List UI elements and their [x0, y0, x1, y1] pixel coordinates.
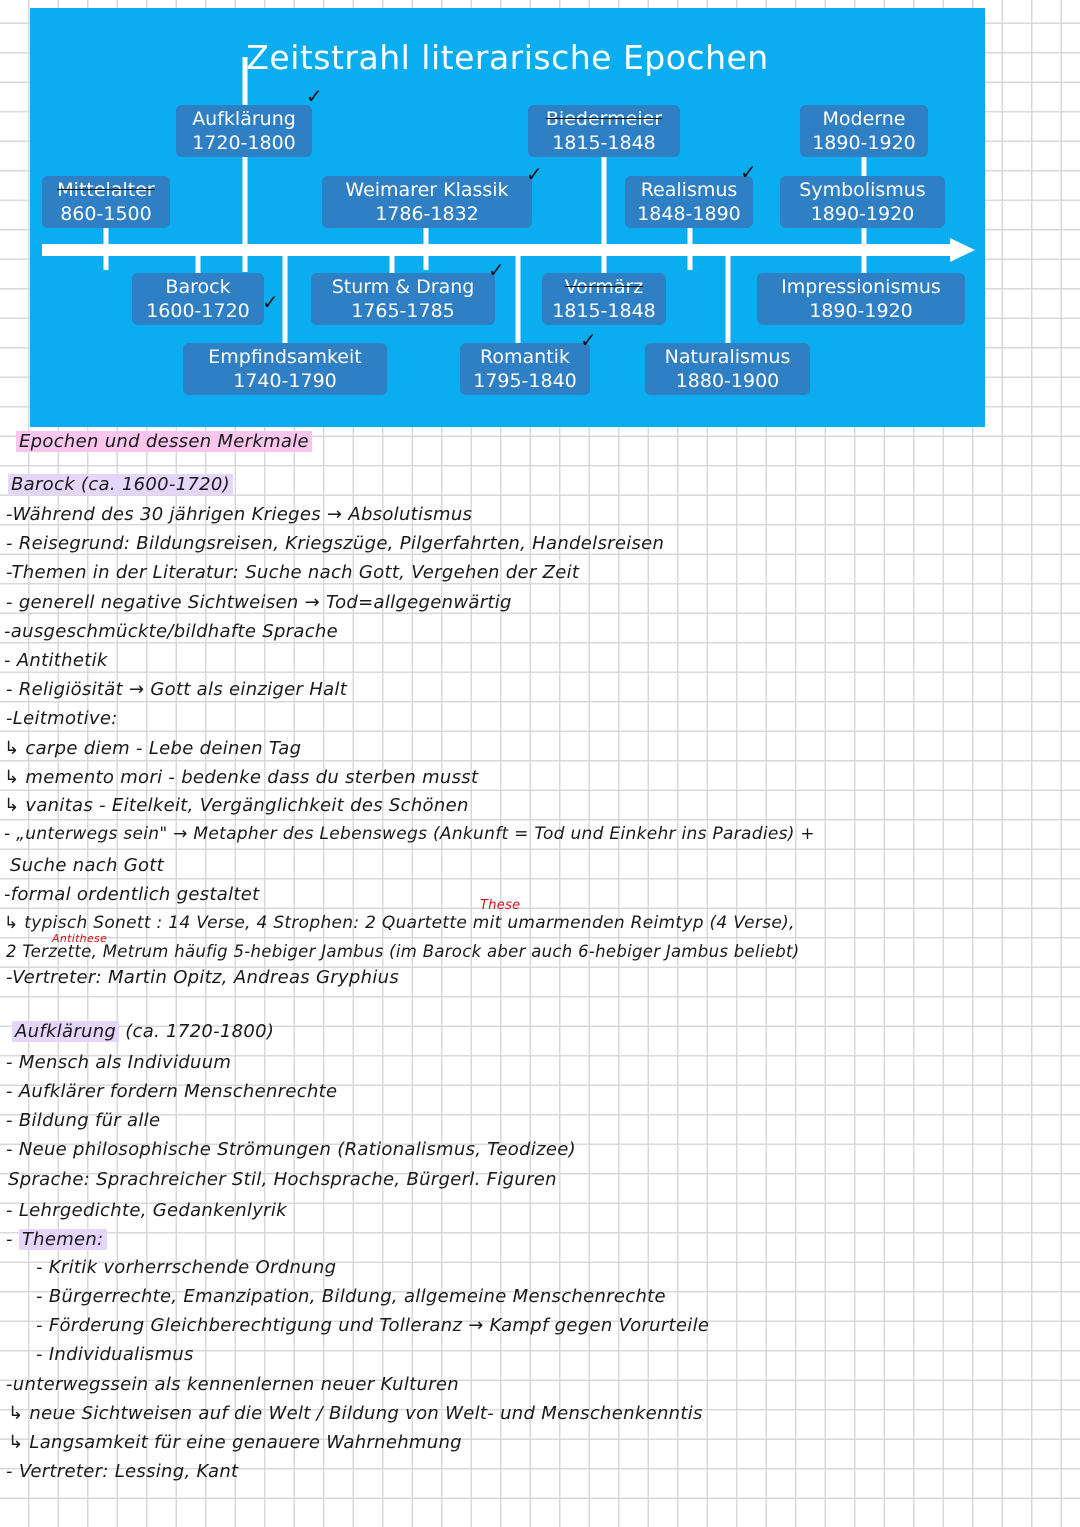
check-mark-icon: ✓ — [526, 162, 543, 186]
note-line: - Antithetik — [4, 650, 108, 671]
timeline-title: Zeitstrahl literarische Epochen — [246, 38, 769, 77]
epoch-realismus: Realismus 1848-1890 — [625, 176, 753, 228]
epoch-empfindsamkeit: Empfindsamkeit 1740-1790 — [183, 343, 387, 395]
section-title-aufklaerung: Aufklärung (ca. 1720-1800) — [12, 1021, 274, 1042]
notes-heading: Epochen und dessen Merkmale — [16, 431, 312, 452]
note-line: - Individualismus — [36, 1344, 194, 1365]
note-line: - Religiösität → Gott als einziger Halt — [6, 679, 348, 700]
note-line: ↳ neue Sichtweisen auf die Welt / Bildung von Welt- und Menschenkenntis — [8, 1403, 703, 1424]
note-line: - Themen: — [6, 1229, 107, 1250]
note-line: ↳ typisch Sonett : 14 Verse, 4 Strophen: 2 Quartette mit umarmenden Reimtyp (4 Verse), — [4, 913, 795, 933]
note-line: ↳ Langsamkeit für eine genauere Wahrnehmung — [8, 1432, 462, 1453]
note-line: -ausgeschmückte/bildhafte Sprache — [4, 621, 338, 642]
check-mark-icon: ✓ — [306, 84, 323, 108]
annotation-antithese: Antithese — [52, 932, 108, 945]
epoch-barock: Barock 1600-1720 — [132, 273, 264, 325]
note-line: - Vertreter: Lessing, Kant — [6, 1461, 239, 1482]
note-line: -Während des 30 jährigen Krieges → Absolutismus — [6, 504, 473, 525]
annotation-these: These — [480, 898, 521, 913]
note-line: Sprache: Sprachreicher Stil, Hochsprache, Bürgerl. Figuren — [8, 1169, 557, 1190]
note-line: - Aufklärer fordern Menschenrechte — [6, 1081, 338, 1102]
epoch-impressionismus: Impressionismus 1890-1920 — [757, 273, 965, 325]
epoch-mittelalter: Mittelalter 860-1500 — [42, 176, 170, 228]
note-line: - Mensch als Individuum — [6, 1052, 232, 1073]
note-line: -Vertreter: Martin Opitz, Andreas Gryphius — [6, 967, 400, 988]
note-line: 2 Terzette, Metrum häufig 5-hebiger Jambus (im Barock aber auch 6-hebiger Jambus beliebt) — [6, 942, 800, 961]
note-line: - Lehrgedichte, Gedankenlyrik — [6, 1200, 287, 1221]
note-line: ↳ vanitas - Eitelkeit, Vergänglichkeit des Schönen — [4, 795, 469, 816]
epoch-romantik: Romantik 1795-1840 — [460, 343, 590, 395]
note-line: -formal ordentlich gestaltet — [4, 884, 260, 905]
epoch-aufklaerung: Aufklärung 1720-1800 — [176, 105, 312, 157]
note-line: ↳ memento mori - bedenke dass du sterben musst — [4, 767, 479, 788]
note-line: Suche nach Gott — [10, 855, 164, 876]
timeline-graphic — [30, 8, 985, 427]
section-title-barock: Barock (ca. 1600-1720) — [8, 474, 233, 495]
epoch-weimarer-klassik: Weimarer Klassik 1786-1832 — [322, 176, 532, 228]
epoch-naturalismus: Naturalismus 1880-1900 — [645, 343, 810, 395]
check-mark-icon: ✓ — [262, 290, 279, 314]
note-line: - Bildung für alle — [6, 1110, 161, 1131]
epoch-sturm-und-drang: Sturm & Drang 1765-1785 — [311, 273, 495, 325]
note-line: -Leitmotive: — [6, 708, 118, 729]
note-line: - Reisegrund: Bildungsreisen, Kriegszüge, Pilgerfahrten, Handelsreisen — [6, 533, 665, 554]
note-line: ↳ carpe diem - Lebe deinen Tag — [4, 738, 302, 759]
note-line: - Förderung Gleichberechtigung und Tolleranz → Kampf gegen Vorurteile — [36, 1315, 710, 1336]
check-mark-icon: ✓ — [488, 258, 505, 282]
note-line: - Bürgerrechte, Emanzipation, Bildung, allgemeine Menschenrechte — [36, 1286, 666, 1307]
note-line: - Neue philosophische Strömungen (Rationalismus, Teodizee) — [6, 1139, 576, 1160]
note-line: -unterwegssein als kennenlernen neuer Kulturen — [6, 1374, 460, 1395]
note-line: - „unterwegs sein" → Metapher des Lebenswegs (Ankunft = Tod und Einkehr ins Paradies) + — [4, 824, 815, 844]
note-line: - Kritik vorherrschende Ordnung — [36, 1257, 337, 1278]
epoch-symbolismus: Symbolismus 1890-1920 — [780, 176, 945, 228]
note-line: -Themen in der Literatur: Suche nach Gott, Vergehen der Zeit — [6, 562, 580, 583]
check-mark-icon: ✓ — [740, 160, 757, 184]
note-line: - generell negative Sichtweisen → Tod=allgegenwärtig — [6, 592, 512, 613]
epoch-moderne: Moderne 1890-1920 — [800, 105, 928, 157]
epoch-biedermeier: Biedermeier 1815-1848 — [528, 105, 680, 157]
check-mark-icon: ✓ — [580, 328, 597, 352]
epoch-vormaerz: Vormärz 1815-1848 — [542, 273, 666, 325]
